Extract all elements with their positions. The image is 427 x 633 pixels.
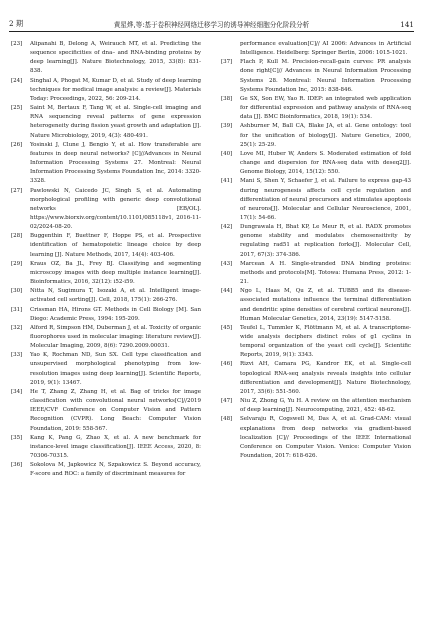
reference-number: [34] [11,388,23,395]
reference-item [221,122,411,149]
reference-text: Ngo L, Haas M, Qu Z, et al. TUBB5 and its disease-associated mutations influence the terminal differentiation and dendritic spine densities of cerebral cortical neurons[J]. Human Molecular Genetics, 2014, 23(19): 5147-5158. [240,288,411,322]
reference-item [221,177,411,223]
reference-item [11,351,201,388]
reference-number: [33] [11,352,23,359]
reference-item [11,434,201,461]
reference-item [221,360,411,397]
reference-item [221,287,411,324]
reference-item [11,77,201,104]
reference-text: Niu Z, Zhong G, Yu H. A review on the attention mechanism of deep learning[J]. Neurocomputing, 2021, 452: 48-62. [240,398,411,414]
reference-item [11,388,201,434]
reference-text: Buggenthin F, Buettner F, Hoppe PS, et al. Prospective identification of hematopoietic lineage choice by deep learning [J]. Nature Methods, 2017, 14(4): 403-406. [30,233,201,258]
reference-number: [43] [221,260,233,267]
reference-item [221,40,411,58]
reference-text: Ge SX, Son EW, Yao R. IDEP: an integrated web application for differential expression and pathway analysis of RNA-seq data [J]. BMC Bioinformatics, 2018, 19(1): 534. [240,95,411,121]
references-right-column [221,40,411,461]
reference-number: [39] [221,123,233,130]
reference-text: Teufel L, Tummler K, Flöttmann M, et al. A transcriptome-wide analysis deciphers distinct roles of g1 cyclins in temporal organization of the yeast cell cycle[J]. Scientific Reports, 2019, 9(1): 3343. [240,324,411,359]
reference-number: [32] [11,324,23,331]
reference-text: Yao K, Rochman ND, Sun SX. Cell type classification and unsupervised morphological phenotyping from low-resolution images using deep learning[J]. Scientific Reports, 2019, 9(1): 13467. [30,352,201,386]
reference-number: [42] [221,224,233,231]
reference-item [221,95,411,122]
reference-text: Alipanahi B, Delong A, Weirauch MT, et al. Predicting the sequence specificities of dna– and RNA-binding proteins by deep learning[J]. Nature Biotechnology, 2015, 33(8): 831-838. [30,41,201,75]
reference-item [11,324,201,351]
reference-number [221,40,240,58]
reference-item [11,287,201,305]
reference-item [11,232,201,259]
reference-item [11,461,201,479]
running-title: 黄星烨,等:基于卷积神经网络迁移学习的诱导神经细胞分化阶段分析 [113,21,310,29]
reference-number: [29] [11,260,23,267]
reference-item [11,104,201,141]
reference-item [11,141,201,187]
references-left-column [11,40,201,480]
reference-number: [35] [11,434,23,441]
reference-text: performance evaluation[C]// AI 2006: Advances in Artificial Intelligence. Heidelberg: Springer Berlin, 2006: 1015-1021. [240,41,411,57]
reference-number: [30] [11,288,23,295]
reference-text: Alford R, Simpson HM, Duberman J, et al. Toxicity of organic fluorophores used in molecular imaging: literature review[J]. Molecular Imaging, 2009, 8(6): 7290.2009.00031. [30,324,201,350]
reference-item [11,40,201,77]
reference-number: [46] [221,361,233,368]
reference-text: He T, Zhang Z, Zhang H, et al. Bag of tricks for image classification with convolutional neural networks[C]//2019 IEEE/CVF Conference on Computer Vision and Pattern Recognition (CVPR). Long Beach: Computer Vision Foundation, 2019: 558-567. [30,388,201,432]
reference-number: [47] [221,398,233,405]
reference-item [221,415,411,461]
reference-number: [45] [221,324,233,331]
reference-item [221,150,411,177]
running-header [9,13,414,29]
reference-text: Mani S, Shen Y, Schaefer J, et al. Failure to express gap-43 during neurogenesis affects cell cycle regulation and differentiation of neural precursors and stimulates apoptosis of neurons[J]. Molecular and Cellular Neuroscience, 2001, 17(1): 54-66. [240,178,411,221]
reference-number: [27] [11,187,23,194]
reference-number: [26] [11,141,23,148]
reference-text: Selvaraju R, Cogswell M, Das A, et al. Grad-CAM: visual explanations from deep networks via gradient-based localization [C]// Proceedings of the IEEE International Conference on Computer Vision. Venice: Computer Vision Foundation, 2017: 618-626. [240,416,411,460]
reference-text: Marcean A H. Single-stranded DNA binding proteins: methods and protocols[M]. Totowa: Humana Press, 2012: 1-21. [240,260,411,286]
reference-item [221,260,411,287]
reference-text: Sokolova M, Japkowicz N, Szpakowicz S. Beyond accuracy, F-score and ROC: a family of discriminant measures for [30,462,201,478]
reference-number: [38] [221,95,233,102]
reference-text: Yosinski J, Clune J, Bengio Y, et al. How transferable are features in deep neural networks? [C]//Advances in Neural Information Processing Systems 27. Montreal: Neural Information Processing Systems Foundation Inc, 2014: 3320-3328. [30,141,201,185]
reference-item [221,324,411,361]
reference-text: Love MI, Huber W, Anders S. Moderated estimation of fold change and dispersion for RNA-seq data with deseq2[J]. Genome Biology, 2014, 15(12): 550. [240,150,411,176]
reference-number: [44] [221,288,233,295]
page-number: 141 [400,20,414,29]
reference-text: Saint M, Bertaux F, Tang W, et al. Single-cell imaging and RNA sequencing reveal patterns of gene expression heterogeneity during fission yeast growth and adaptation [J]. Nature Microbiology, 2019, 4(3): 480-491. [30,105,201,139]
reference-item [221,397,411,415]
reference-number: [28] [11,233,23,240]
reference-number: [37] [221,59,233,66]
reference-number: [36] [11,462,23,469]
reference-item [11,187,201,233]
reference-text: Singhal A, Phogat M, Kumar D, et al. Study of deep learning techniques for medical image analysis: a review[J]. Materials Today: Proceedings, 2022, 56: 209-214. [30,77,201,102]
reference-text: Nitta N, Sugimura T, Isozaki A, et al. Intelligent image-activated cell sorting[J]. Cell, 2018, 175(1): 266-276. [30,288,201,304]
reference-number: [25] [11,105,23,112]
reference-number: [48] [221,416,233,423]
reference-text: Ashburner M, Ball CA, Blake JA, et al. Gene ontology: tool for the unification of biology[J]. Nature Genetics, 2000, 25(1): 25-29. [240,123,411,148]
reference-text: Kraus OZ, Ba JL, Frey BJ. Classifying and segmenting microscopy images with deep multiple instance learning[J]. Bioinformatics, 2016, 32(12): i52-i59. [30,260,201,286]
issue-label: 2 期 [9,19,24,28]
header-rule [9,31,414,32]
reference-text: Crissman HA, Hirons GT. Methods in Cell Biology [M]. San Diego: Academic Press, 1994: 195-209. [30,306,201,322]
reference-text: Kang K, Pang G, Zhao X, et al. A new benchmark for instance-level image classification[J]. IEEE Access, 2020, 8: 70306-70315. [30,434,201,460]
reference-number: [31] [11,306,23,313]
reference-number: [41] [221,178,233,185]
reference-text: Flach P, Kull M. Precision-recall-gain curves: PR analysis done right[C]// Advances in Neural Information Processing Systems 28. Montreal: Neural Information Processing Systems Foundation Inc, 2015: 838-846. [240,59,411,93]
reference-text: Dungrawala H, Bhat KP, Le Meur R, et al. RADX promotes genome stability and modulates chemosensitivity by regulating rad51 at replication forks[J]. Molecular Cell, 2017, 67(3): 374-386. [240,224,411,258]
reference-item [221,223,411,260]
reference-item [11,306,201,324]
reference-text: Pawlowski N, Caicedo JC, Singh S, et al. Automating morphological profiling with generic deep convolutional networks [EB/OL]. https://www.biorxiv.org/content/10.1101/085118v1, 2016-11-02/2024-08-20. [30,187,201,231]
reference-item [221,58,411,95]
reference-number: [24] [11,77,23,84]
reference-number: [23] [11,41,23,47]
reference-text: Rizvi AH, Camara PG, Kandror EK, et al. Single-cell topological RNA-seq analysis reveals insights into cellular differentiation and development[J]. Nature Biotechnology, 2017, 35(6): 551-560. [240,361,411,395]
reference-number: [40] [221,150,233,157]
reference-item [11,260,201,287]
